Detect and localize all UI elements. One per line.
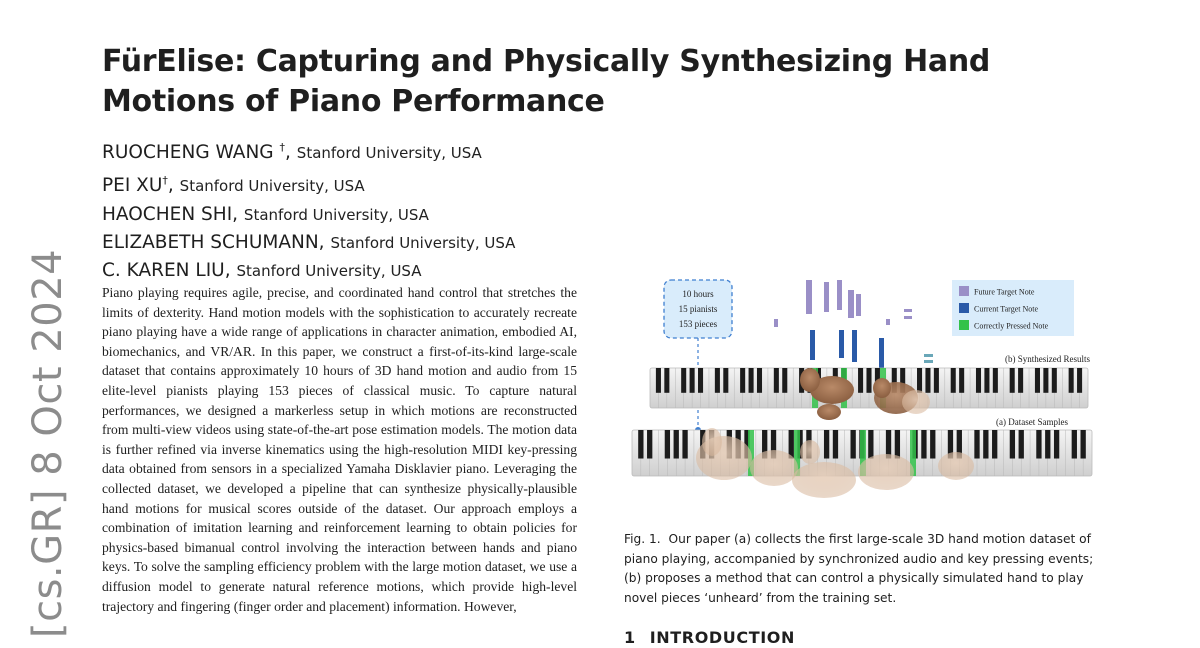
teaser-illustration — [624, 272, 1108, 508]
teaser-figure — [624, 272, 1108, 508]
author-entry: PEI XU†, Stanford University, USA — [102, 174, 365, 197]
stat-hours: 10 hours — [682, 289, 714, 299]
keyboard-synthesized — [650, 368, 1088, 420]
legend-swatch-correct — [959, 320, 969, 330]
section-title: INTRODUCTION — [649, 628, 795, 647]
dataset-stats-box — [664, 280, 732, 433]
author-name: ELIZABETH SCHUMANN — [102, 231, 319, 253]
falling-notes — [774, 280, 933, 368]
keyboard-dataset — [632, 428, 1092, 498]
author-list — [102, 134, 662, 285]
legend-label-current: Current Target Note — [974, 304, 1039, 314]
author-entry: RUOCHENG WANG †, Stanford University, USA — [102, 141, 482, 164]
author-affiliation: Stanford University, USA — [296, 144, 482, 163]
section-number: 1 — [624, 628, 636, 647]
note-legend — [952, 280, 1074, 336]
author-mark: † — [279, 141, 286, 154]
section-heading — [624, 626, 795, 648]
author-name: C. KAREN LIU — [102, 260, 225, 282]
author-entry: ELIZABETH SCHUMANN, Stanford University, USA — [102, 231, 516, 253]
legend-swatch-current — [959, 303, 969, 313]
author-name: RUOCHENG WANG — [102, 142, 274, 164]
author-affiliation: Stanford University, USA — [330, 233, 516, 252]
author-name: HAOCHEN SHI — [102, 203, 233, 225]
author-mark: † — [162, 174, 168, 188]
label-synthesized: (b) Synthesized Results — [1005, 354, 1090, 364]
figure-label: Fig. 1. — [624, 532, 661, 546]
stat-pianists: 15 pianists — [678, 304, 718, 314]
label-dataset: (a) Dataset Samples — [996, 417, 1068, 427]
legend-label-correct: Correctly Pressed Note — [974, 321, 1049, 331]
figure-caption — [624, 530, 1104, 608]
author-affiliation: Stanford University, USA — [243, 205, 429, 224]
author-affiliation: Stanford University, USA — [179, 177, 365, 196]
author-entry: C. KAREN LIU, Stanford University, USA — [102, 260, 422, 282]
abstract-text: Piano playing requires agile, precise, and coordinated hand control that stretches the limits of dexterity. Hand motion models with the sophistication to accurately recreate piano playing have a wide range of applications in character animation, embodied AI, biomechanics, and VR/AR. In this paper, we construct a first-of-its-kind large-scale dataset that contains approximately 10 hours of 3D hand motion and audio from 15 elite-level pianists playing 153 pieces of classical music. To capture natural performances, we designed a markerless setup in which motions are reconstructed from multi-view videos using state-of-the-art pose estimation models. The motion data is further refined via inverse kinematics using the high-resolution MIDI key-pressing data obtained from sensors in a specialized Yamaha Disklavier piano. Leveraging the collected dataset, we developed a pipeline that can synthesize physically-plausible hand motions for musical scores outside of the dataset. Our approach employs a combination of imitation learning and reinforcement learning to obtain policies for physics-based bimanual control involving the interaction between hands and piano keys. To solve the sampling efficiency problem with the large motion dataset, we use a diffusion model to generate natural reference motions, which provide high-level trajectory and fingering (finger order and placement) information. However, — [102, 285, 577, 614]
author-entry: HAOCHEN SHI, Stanford University, USA — [102, 203, 429, 225]
author-affiliation: Stanford University, USA — [236, 262, 422, 281]
author-name: PEI XU — [102, 175, 163, 197]
legend-swatch-future — [959, 286, 969, 296]
caption-text: Our paper (a) collects the first large-scale 3D hand motion dataset of piano playing, accompanied by synchronized audio and key pressing events; (b) proposes a method that can control a physically simulated hand to play novel pieces ‘unheard’ from the training set. — [624, 532, 1094, 605]
stat-pieces: 153 pieces — [678, 319, 718, 329]
arxiv-identifier: [cs.GR] 8 Oct 2024 — [25, 248, 71, 638]
legend-label-future: Future Target Note — [974, 287, 1035, 297]
paper-title: FürElise: Capturing and Physically Synthesizing Hand Motions of Piano Performance — [102, 44, 991, 119]
